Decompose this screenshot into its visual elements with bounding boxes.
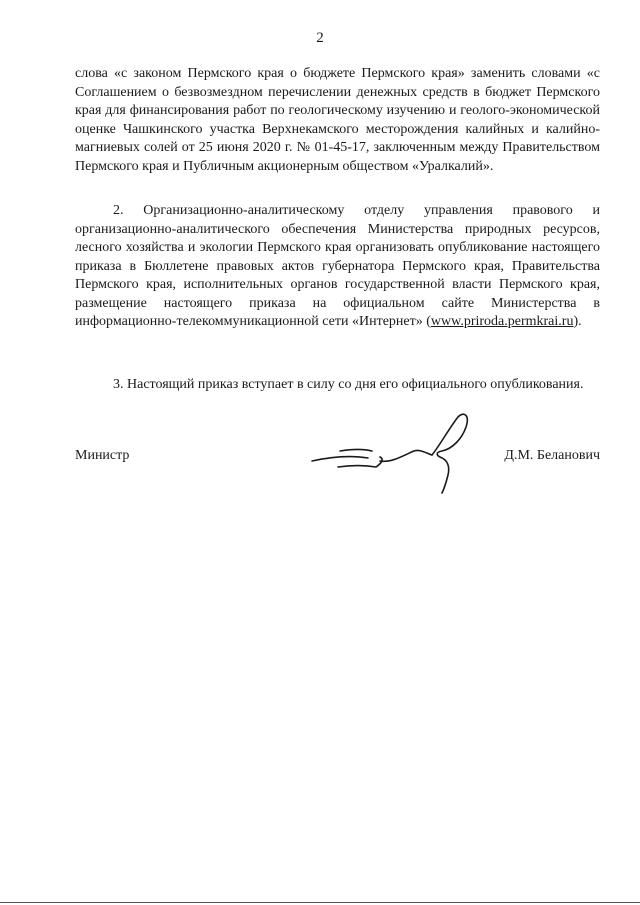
handwritten-signature xyxy=(280,405,480,495)
paragraph-2 xyxy=(75,202,600,332)
page-bottom-edge xyxy=(0,902,640,903)
paragraph-1 xyxy=(75,65,600,176)
paragraph-3 xyxy=(75,376,600,395)
signer-name: Д.М. Беланович xyxy=(504,448,600,463)
paragraph-2-text-end: ). xyxy=(573,314,582,329)
paragraph-3-text: 3. Настоящий приказ вступает в силу со дня его официального опубликования. xyxy=(113,377,584,392)
paragraph-2-text xyxy=(75,202,600,332)
paragraph-2-text-start: 2. Организационно-аналитическому отделу управления правового и организационно-аналитического обеспечения Министерства природных ресурсов, лесного хозяйства и экологии Пермского края организовать опубликование настоящего приказа в Бюллетене правовых актов губернатора Пермского края, Правительства Пермского края, исполнительных органов государственной власти Пермского края, размещение настоящего приказа на официальном сайте Министерства в информационно-телекоммуникационной сети «Интернет» ( xyxy=(75,203,600,329)
signer-role: Министр xyxy=(75,448,130,463)
website-link[interactable]: www.priroda.permkrai.ru xyxy=(430,314,574,329)
signature-block xyxy=(75,440,600,500)
page-number: 2 xyxy=(316,30,324,46)
paragraph-1-text: слова «с законом Пермского края о бюджете Пермского края» заменить словами «с Соглашением о безвозмездном перечислении денежных средств в бюджет Пермского края для финансирования работ по геологическому изучению и геолого-экономической оценке Чашкинского участка Верхнекамского месторождения калийных и калийно-магниевых солей от 25 июня 2020 г. № 01-45-17, заключенным между Правительством Пермского края и Публичным акционерным обществом «Уралкалий». xyxy=(75,66,600,174)
